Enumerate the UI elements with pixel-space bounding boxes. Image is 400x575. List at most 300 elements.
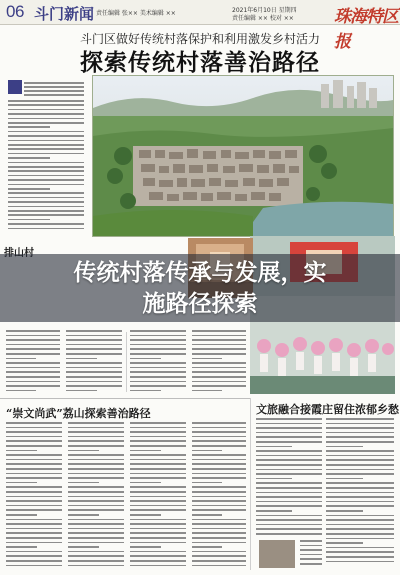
body-text-line [6,353,60,355]
body-text-line [66,367,122,369]
body-text-line [130,500,186,502]
body-text-line [326,561,394,563]
body-text-line [6,367,60,369]
body-text-line [326,551,394,553]
body-text-line [8,113,84,115]
body-text-line [68,542,124,544]
body-text-line [326,492,394,494]
body-text-line [130,376,186,378]
article-subheadline: 斗门区做好传统村落保护和利用激发乡村活力 [79,32,320,46]
body-text-line [192,486,246,488]
body-text-line [130,348,186,350]
body-text-line [6,362,60,364]
body-text-line [326,515,394,517]
body-text-line [8,122,84,124]
body-text-line [326,459,394,461]
body-text-line [68,491,124,493]
body-text-line [130,546,161,548]
body-text-line [192,496,246,498]
body-text-line [130,509,186,511]
body-text-line [192,565,246,567]
left-text-column [8,80,86,235]
body-text-line [8,131,84,133]
body-text-line [6,376,60,378]
body-text-line [8,188,50,190]
section-title: 斗门新闻 [34,5,95,23]
body-text-line [130,371,186,373]
overlay-title [0,258,400,320]
header-date: 2021年6月10日 星期四 [232,7,297,14]
body-text-line [68,450,99,452]
body-text-line [68,473,124,475]
body-text-line [192,542,246,544]
body-text-line [68,537,124,539]
body-text-line [6,532,62,534]
drop-cap-mark [8,80,22,94]
body-text-line [8,153,84,155]
body-text-line [192,532,246,534]
body-text-line [256,510,292,512]
body-text-line [256,524,322,526]
body-text-line [256,487,322,489]
body-text-line [130,514,161,516]
body-text-line [68,463,124,465]
body-text-line [6,335,60,337]
body-text-line [326,455,394,457]
body-text-line [256,505,322,507]
body-text-line [130,505,186,507]
body-text-line [66,348,122,350]
body-text-line [6,542,62,544]
body-text-line [192,330,246,332]
body-text-line [130,454,186,456]
body-text-line [8,100,84,102]
body-text-line [130,532,186,534]
body-text-line [130,565,186,567]
body-text-line [130,551,186,553]
body-text-line [256,432,322,434]
body-text-line [326,496,394,498]
body-text-line [326,469,394,471]
body-text-line [130,353,186,355]
body-text-line [68,454,124,456]
body-text-line [8,144,84,146]
body-text-line [192,546,222,548]
body-text-line [326,478,363,480]
body-text-line [256,478,292,480]
body-text-line [66,335,122,337]
body-text-line [326,505,394,507]
body-text-line [68,514,99,516]
body-text-line [8,219,50,221]
body-text-line [6,463,62,465]
body-text-line [192,459,246,461]
body-text-line [6,546,37,548]
body-text-line [192,427,246,429]
body-text-line [8,118,84,120]
body-text-line [192,551,246,553]
body-text-line [68,477,124,479]
body-text-line [6,565,62,567]
body-text-line [130,440,186,442]
body-text-line [192,514,222,516]
body-text-line [326,473,394,475]
body-text-line [326,533,394,535]
body-text-line [256,427,322,429]
body-text-line [130,335,186,337]
body-text-line [300,558,322,560]
body-text-line [6,551,62,553]
body-text-line [192,473,246,475]
body-text-line [192,505,246,507]
body-text-line [256,450,322,452]
body-text-line [6,330,60,332]
body-text-line [130,385,186,387]
section-rule [0,398,250,399]
body-text-line [300,549,322,551]
body-text-line [8,179,84,181]
body-text-line [192,528,246,530]
body-text-line [8,135,84,137]
body-text-line [68,445,124,447]
body-text-line [6,371,60,373]
body-text-line [68,551,124,553]
body-text-line [6,348,60,350]
body-text-line [130,422,186,424]
body-text-line [326,418,394,420]
body-text-line [6,505,62,507]
body-text-line [6,436,62,438]
body-text-line [192,385,246,387]
lower-right-section-title: 文旅融合接霞庄留住浓郁乡愁 [256,403,399,416]
body-text-line [192,358,222,360]
body-text-line [326,524,394,526]
body-text-line [300,554,322,556]
body-text-line [6,496,62,498]
body-text-line [130,463,186,465]
body-text-line [192,353,246,355]
body-text-line [6,381,60,383]
body-text-line [68,505,124,507]
body-text-line [256,436,322,438]
body-text-line [6,555,62,557]
body-text-line [8,201,84,203]
body-text-line [256,464,322,466]
body-text-line [326,528,394,530]
body-text-line [256,496,322,498]
masthead-logo: 珠海特区报 [334,7,398,52]
body-text-line [192,422,246,424]
body-text-line [326,547,394,549]
body-text-line [8,197,84,199]
body-text-line [66,371,122,373]
body-text-line [8,192,84,194]
body-text-line [300,563,322,565]
body-text-line [6,482,37,484]
page-number: 06 [6,2,24,21]
body-text-line [8,104,84,106]
body-text-line [192,491,246,493]
body-text-line [6,440,62,442]
body-text-line [326,542,363,544]
body-text-line [68,560,124,562]
body-text-line [192,390,222,392]
body-text-line [66,353,122,355]
body-text-line [192,454,246,456]
body-text-line [6,514,37,516]
body-text-line [6,519,62,521]
body-text-line [256,533,322,535]
body-text-line [326,423,394,425]
body-text-line [66,339,122,341]
body-text-line [66,358,97,360]
body-text-line [130,339,186,341]
body-text-line [6,459,62,461]
body-text-line [326,450,394,452]
body-text-line [130,482,161,484]
body-text-line [192,468,246,470]
body-text-line [6,560,62,562]
body-text-line [68,459,124,461]
body-text-line [68,427,124,429]
body-text-line [8,206,84,208]
body-text-line [66,330,122,332]
body-text-line [8,175,84,177]
body-text-line [6,427,62,429]
body-text-line [24,86,84,88]
body-text-line [8,166,84,168]
body-text-line [130,362,186,364]
body-text-line [326,441,394,443]
body-text-line [24,90,84,92]
body-text-line [192,523,246,525]
body-text-line [192,477,246,479]
body-text-line [8,148,84,150]
body-text-line [192,376,246,378]
body-text-line [68,546,99,548]
body-text-line [256,528,322,530]
body-text-line [256,459,322,461]
body-text-line [130,537,186,539]
body-text-line [326,510,363,512]
body-text-line [8,228,84,230]
body-text-line [192,500,246,502]
body-text-line [6,390,36,392]
body-text-line [256,455,322,457]
body-text-line [6,523,62,525]
body-text-line [192,509,246,511]
body-text-line [68,565,124,567]
lower-left-section-title: “崇文尚武”荔山探索善治路径 [6,407,151,420]
body-text-line [66,344,122,346]
body-text-line [130,542,186,544]
body-text-line [326,556,394,558]
body-text-line [68,431,124,433]
body-text-line [130,344,186,346]
body-text-line [6,422,62,424]
overlay-title-line-2: 施路径探索 [142,291,258,317]
body-text-line [8,170,84,172]
body-text-line [130,431,186,433]
body-text-line [6,339,60,341]
body-text-line [6,344,60,346]
body-text-line [68,509,124,511]
body-text-line [192,445,246,447]
body-text-line [8,214,84,216]
body-text-line [8,109,84,111]
body-text-line [24,94,84,96]
body-text-line [8,157,50,159]
body-text-line [130,486,186,488]
body-text-line [130,528,186,530]
body-text-line [6,537,62,539]
body-text-line [6,486,62,488]
body-text-line [68,532,124,534]
body-text-line [300,540,322,542]
body-text-line [68,440,124,442]
body-text-line [192,436,246,438]
article-headline: 探索传统村落善治路径 [80,49,320,76]
body-text-line [326,519,394,521]
body-text-line [192,482,222,484]
body-text-line [130,459,186,461]
body-text-line [192,367,246,369]
body-text-line [326,427,394,429]
body-text-line [130,367,186,369]
body-text-line [6,477,62,479]
body-text-line [256,441,322,443]
body-text-line [130,491,186,493]
body-text-line [130,468,186,470]
body-text-line [6,445,62,447]
body-text-line [6,385,60,387]
body-text-line [256,418,322,420]
column-divider [250,398,251,570]
body-text-line [326,446,363,448]
body-text-line [192,463,246,465]
body-text-line [192,555,246,557]
body-text-line [8,184,84,186]
body-text-line [6,450,37,452]
body-text-line [130,496,186,498]
body-text-line [256,519,322,521]
body-text-line [130,358,161,360]
body-text-line [68,523,124,525]
body-text-line [66,385,122,387]
body-text-line [130,477,186,479]
body-text-line [256,515,322,517]
body-text-line [192,450,222,452]
body-text-line [256,492,322,494]
body-text-line [6,509,62,511]
body-text-line [192,381,246,383]
body-text-line [24,82,84,84]
body-text-line [192,339,246,341]
body-text-line [256,469,322,471]
body-text-line [326,501,394,503]
body-text-line [8,223,84,225]
body-text-line [326,487,394,489]
body-text-line [326,436,394,438]
body-text-line [130,436,186,438]
body-text-line [256,423,322,425]
body-text-line [192,560,246,562]
body-text-line [68,500,124,502]
body-text-line [68,528,124,530]
body-text-line [192,537,246,539]
body-text-line [6,491,62,493]
body-text-line [130,381,186,383]
body-text-line [192,362,246,364]
body-text-line [130,427,186,429]
column-divider [126,332,127,392]
body-text-line [68,496,124,498]
column-thumbnail-photo [259,540,295,568]
body-text-line [130,560,186,562]
body-text-line [6,528,62,530]
body-text-line [66,381,122,383]
body-text-line [326,538,394,540]
body-text-line [68,555,124,557]
body-text-line [256,446,292,448]
body-text-line [192,440,246,442]
body-text-line [130,473,186,475]
body-text-line [6,500,62,502]
body-text-line [6,454,62,456]
aerial-village-photo [92,75,394,237]
body-text-line [6,358,36,360]
body-text-line [256,501,322,503]
overlay-title-line-1: 传统村落传承与发展，实 [73,260,327,286]
body-text-line [66,362,122,364]
body-text-line [68,468,124,470]
body-text-line [192,348,246,350]
body-text-line [6,468,62,470]
body-text-line [192,519,246,521]
body-text-line [68,422,124,424]
body-text-line [8,126,50,128]
body-text-line [256,482,322,484]
body-text-line [68,482,99,484]
body-text-line [8,140,84,142]
body-text-line [6,473,62,475]
body-text-line [192,344,246,346]
body-text-line [256,473,322,475]
body-text-line [326,432,394,434]
body-text-line [66,390,97,392]
header-left-note: 责任编辑 张×× 美术编辑 ×× [96,10,176,17]
body-text-line [130,330,186,332]
body-text-line [68,436,124,438]
body-text-line [68,486,124,488]
body-text-line [300,545,322,547]
body-text-line [326,482,394,484]
body-text-line [130,390,161,392]
body-text-line [130,450,161,452]
body-text-line [130,445,186,447]
body-text-line [6,431,62,433]
body-text-line [68,519,124,521]
body-text-line [8,162,84,164]
body-text-line [130,555,186,557]
header-editor: 责任编辑 ×× 校对 ×× [232,15,294,22]
body-text-line [192,371,246,373]
body-text-line [192,431,246,433]
body-text-line [130,523,186,525]
body-text-line [192,335,246,337]
body-text-line [66,376,122,378]
body-text-line [130,519,186,521]
